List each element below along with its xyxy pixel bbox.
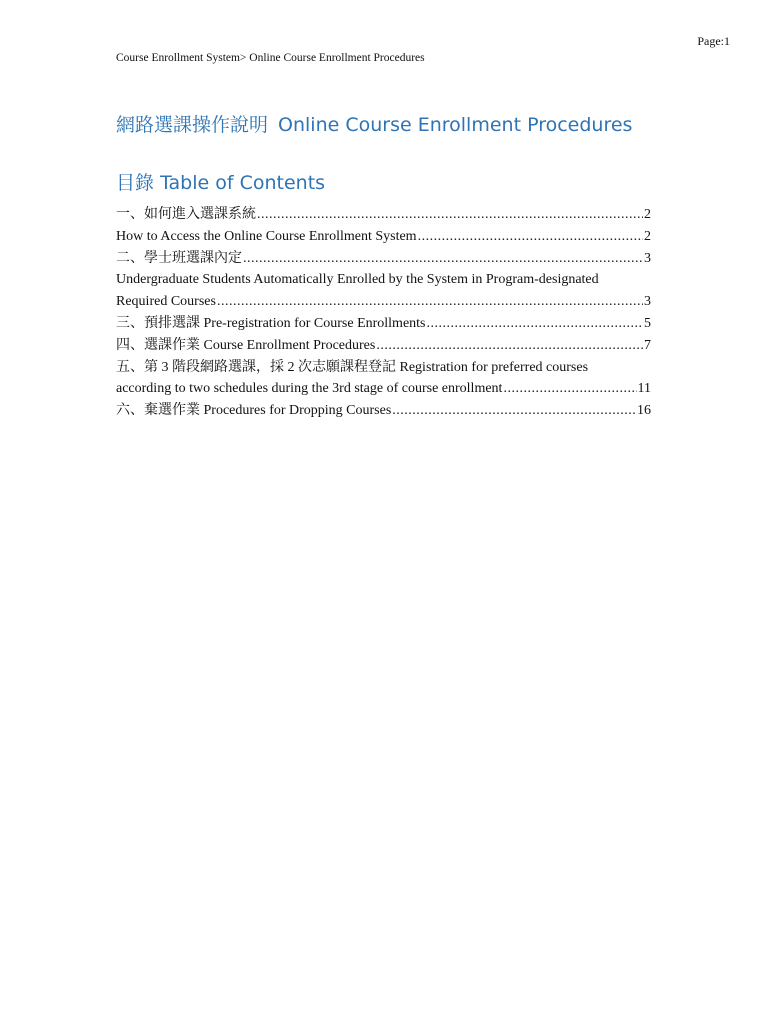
toc-entry-text: 三、預排選課 Pre-registration for Course Enrollments [116, 315, 426, 331]
toc-leader-dots [427, 313, 643, 335]
toc-entry[interactable] [116, 269, 651, 291]
toc-leader-dots [243, 248, 643, 270]
toc-entry-text: 四、選課作業 Course Enrollment Procedures [116, 337, 376, 353]
running-header: Course Enrollment System> Online Course Enrollment Procedures [116, 52, 425, 64]
toc-leader-dots [257, 204, 643, 226]
toc-entry-text: Required Courses [116, 294, 216, 310]
toc-entry[interactable] [116, 400, 651, 422]
document-title-zh: 網路選課操作說明 [116, 114, 269, 136]
toc-entry-text: 一、如何進入選課系統 [116, 207, 256, 222]
toc-entry[interactable] [116, 313, 651, 335]
toc-entry-page: 2 [644, 228, 651, 244]
toc-entry-page: 2 [644, 207, 651, 222]
toc-entry-page: 11 [637, 381, 651, 397]
toc-entry-page: 7 [644, 337, 651, 353]
toc-entry[interactable] [116, 291, 651, 313]
toc-entry-page: 3 [644, 294, 651, 310]
toc-entry[interactable] [116, 226, 651, 248]
toc-leader-dots [217, 291, 643, 313]
toc-entry-text: 二、學士班選課內定 [116, 250, 242, 266]
page-number: Page:1 [697, 34, 730, 48]
toc-entry[interactable] [116, 378, 651, 400]
toc-leader-dots [376, 335, 643, 357]
toc-entry[interactable] [116, 357, 651, 379]
toc-entry-text: according to two schedules during the 3rd stage of course enrollment [116, 381, 503, 397]
document-title-en: Online Course Enrollment Procedures [278, 114, 633, 136]
toc-heading-en: Table of Contents [160, 172, 326, 194]
toc-heading-zh: 目錄 [116, 172, 155, 194]
toc-entry-page: 16 [637, 403, 651, 419]
toc-heading [116, 168, 325, 195]
toc-leader-dots [503, 378, 636, 400]
toc-entry-text: How to Access the Online Course Enrollment System [116, 228, 417, 244]
toc-entry[interactable] [116, 204, 651, 226]
table-of-contents [116, 204, 651, 422]
toc-leader-dots [392, 400, 636, 422]
toc-entry-text: Undergraduate Students Automatically Enrolled by the System in Program-designated [116, 272, 599, 288]
toc-entry-page: 3 [644, 250, 651, 266]
toc-entry[interactable] [116, 248, 651, 270]
document-title [116, 110, 632, 137]
toc-entry-text: 六、棄選作業 Procedures for Dropping Courses [116, 403, 392, 419]
toc-entry-page: 5 [644, 315, 651, 331]
toc-entry-text: 五、第 3 階段網路選課，採 2 次志願課程登記 Registration for preferred courses [116, 359, 589, 375]
toc-entry[interactable] [116, 335, 651, 357]
toc-leader-dots [418, 226, 643, 248]
